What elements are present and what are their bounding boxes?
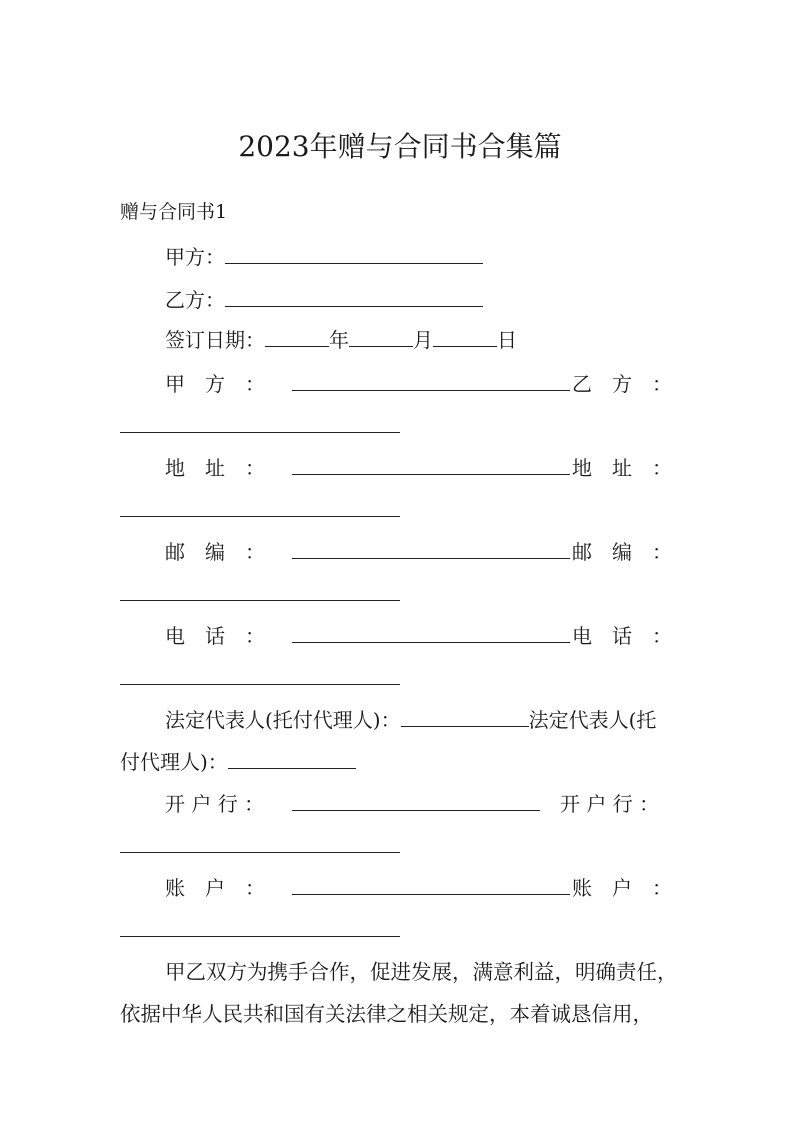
rep-right-blank (228, 751, 356, 769)
bank-row-right-label: 开 户 行 ： (560, 792, 660, 816)
sign-date-line (165, 328, 517, 352)
field-row-left-label: 邮 编 ： (165, 540, 265, 564)
rep-left-blank (401, 709, 529, 727)
field-row-left-blank (292, 558, 570, 559)
bank-row-left-blank (292, 810, 540, 811)
year-blank (265, 329, 329, 347)
field-row-right-label: 电 话 ： (572, 624, 672, 648)
field-row-left-blank (292, 390, 570, 391)
party-a-blank (225, 246, 483, 264)
rep-right-label-cont: 付代理人)： (120, 750, 228, 774)
rep-line-cont (120, 750, 356, 774)
bank-row-right-blank (120, 936, 400, 937)
bank-row-left-blank (292, 894, 570, 895)
field-row-right-blank (120, 684, 400, 685)
field-row-right-label: 邮 编 ： (572, 540, 672, 564)
rep-left-label: 法定代表人(托付代理人)： (165, 708, 401, 732)
party-a-label: 甲方： (165, 245, 225, 269)
party-b-blank (225, 289, 483, 307)
field-row-right-blank (120, 516, 400, 517)
rep-right-label: 法定代表人(托 (528, 708, 657, 732)
party-b-line (165, 288, 483, 312)
field-row-left-blank (292, 642, 570, 643)
field-row-left-label: 甲 方 ： (165, 372, 265, 396)
paragraph-line-2: 依据中华人民共和国有关法律之相关规定，本着诚恳信用， (120, 1002, 653, 1026)
bank-row-right-label: 账 户 ： (572, 876, 672, 900)
month-blank (349, 329, 413, 347)
party-b-label: 乙方： (165, 288, 225, 312)
field-row-left-blank (292, 474, 570, 475)
month-label: 月 (413, 328, 433, 352)
party-a-line (165, 245, 483, 269)
year-label: 年 (329, 328, 349, 352)
field-row-right-blank (120, 600, 400, 601)
bank-row-right-blank (120, 852, 400, 853)
bank-row-left-label: 账 户 ： (165, 876, 265, 900)
field-row-right-label: 地 址 ： (572, 456, 672, 480)
field-row-left-label: 地 址 ： (165, 456, 265, 480)
bank-row-left-label: 开 户 行 ： (165, 792, 265, 816)
field-row-right-label: 乙 方 ： (572, 372, 672, 396)
field-row-left-label: 电 话 ： (165, 624, 265, 648)
paragraph-line-1: 甲乙双方为携手合作，促进发展，满意利益，明确责任， (165, 960, 678, 984)
day-label: 日 (497, 328, 517, 352)
rep-line (165, 708, 656, 732)
field-row-right-blank (120, 432, 400, 433)
document-title: 2023年赠与合同书合集篇 (238, 130, 562, 163)
sign-date-label: 签订日期： (165, 328, 265, 352)
day-blank (433, 329, 497, 347)
section-title: 赠与合同书1 (120, 201, 228, 223)
